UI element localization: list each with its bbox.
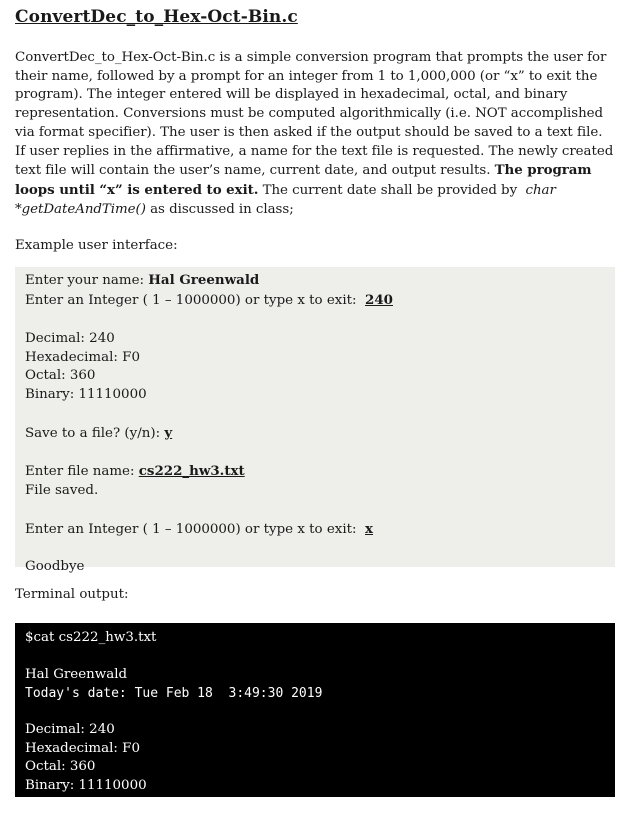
description-text-2: The current date shall be provided by [258, 182, 522, 198]
document-page [15, 0, 615, 797]
description-text-3: as discussed in class; [145, 201, 294, 217]
terminal-command: $cat cs222_hw3.txt [25, 630, 157, 646]
example-ui-box [15, 267, 615, 575]
int-prompt: Enter an Integer ( 1 – 1000000) or type x to exit: [25, 293, 366, 309]
description-paragraph [15, 49, 615, 219]
terminal-date-line: Today's date: Tue Feb 18 3:49:30 2019 [25, 685, 323, 701]
decimal-output: Decimal: 240 [25, 330, 115, 346]
octal-output: Octal: 360 [25, 368, 96, 384]
terminal-output-box [15, 623, 615, 797]
terminal-binary: Binary: 11110000 [25, 777, 147, 793]
terminal-decimal: Decimal: 240 [25, 722, 115, 738]
int-prompt-line [25, 291, 605, 311]
exit-input-value: x [365, 520, 374, 537]
description-text: ConvertDec_to_Hex-Oct-Bin.c is a simple conversion program that prompts the user for their name, followed by a prompt for an integer from 1 to 1,000,000 (or “x” to exit the program). The integer entered will be displayed in hexadecimal, octal, and binary representation. Conversions must be computed algorithmically (i.e. NOT accomplished via format specifier). The user is then asked if the output should be saved to a text file. If user replies in the affirmative, a name for the text file is requested. The newly created text file will contain the user’s name, current date, and output results. [15, 50, 614, 179]
save-prompt-line [25, 424, 605, 444]
hex-output: Hexadecimal: F0 [25, 349, 140, 365]
name-prompt-line [25, 271, 605, 291]
terminal-hex: Hexadecimal: F0 [25, 740, 140, 756]
exit-prompt: Enter an Integer ( 1 – 1000000) or type x to exit: [25, 521, 366, 537]
goodbye-message: Goodbye [25, 559, 85, 575]
file-prompt: Enter file name: [25, 464, 139, 480]
terminal-octal: Octal: 360 [25, 759, 96, 775]
binary-output: Binary: 11110000 [25, 387, 147, 403]
name-input-value: Hal Greenwald [148, 272, 260, 289]
terminal-label: Terminal output: [15, 587, 129, 603]
name-prompt: Enter your name: [25, 273, 149, 289]
description-bold-text: The program loops until “x” is entered to exit. [15, 162, 592, 198]
document-title: ConvertDec_to_Hex-Oct-Bin.c [15, 7, 298, 27]
file-saved-message: File saved. [25, 483, 99, 499]
file-input-value: cs222_hw3.txt [138, 463, 245, 480]
save-prompt: Save to a file? (y/n): [25, 425, 165, 441]
save-input-value: y [164, 424, 173, 441]
exit-prompt-line [25, 520, 605, 540]
terminal-name: Hal Greenwald [25, 667, 128, 683]
file-prompt-line [25, 462, 605, 482]
int-input-value: 240 [365, 292, 393, 309]
example-label: Example user interface: [15, 238, 178, 254]
function-signature: char *getDateAndTime() [15, 182, 556, 217]
